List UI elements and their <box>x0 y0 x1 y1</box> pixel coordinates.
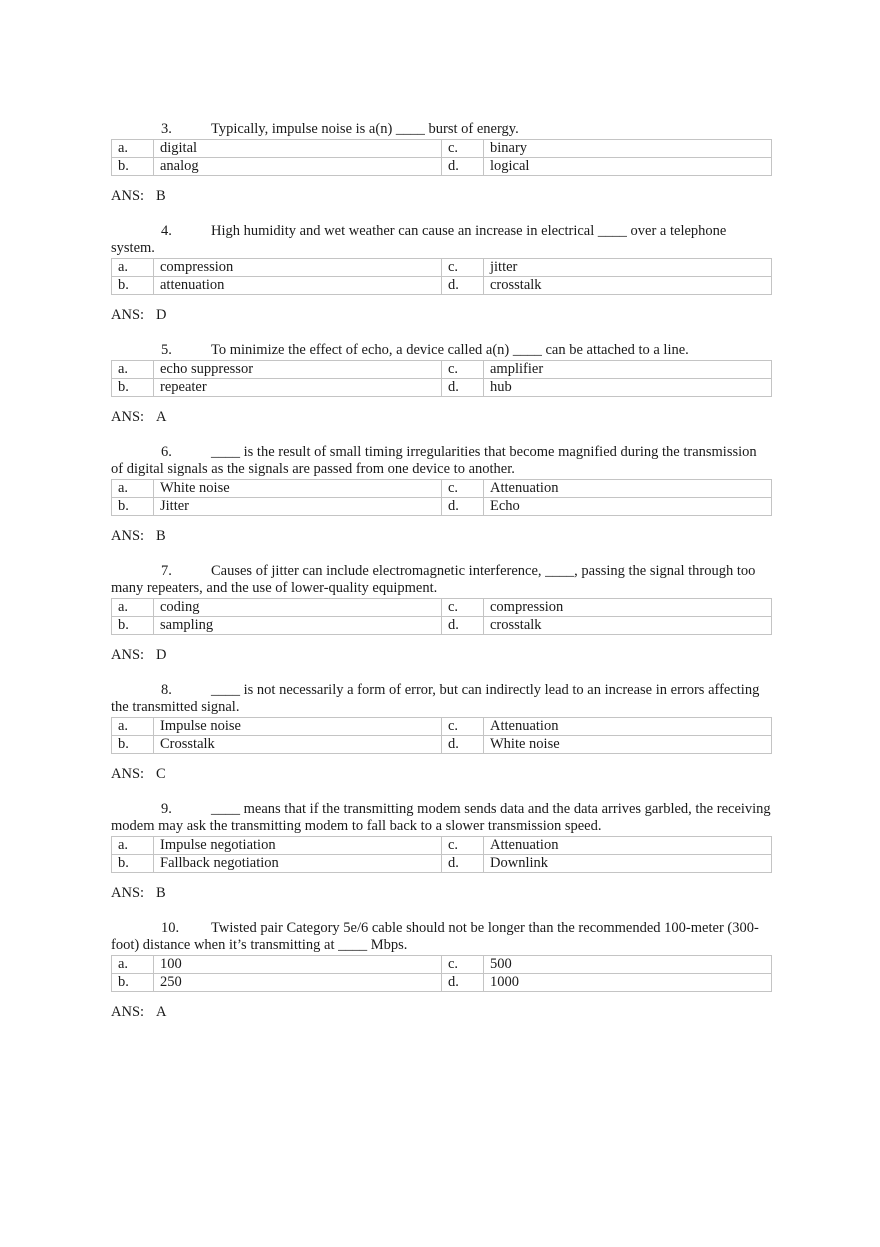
question-number: 3. <box>161 121 172 137</box>
option-letter: c. <box>442 480 484 498</box>
option-letter: d. <box>442 617 484 635</box>
question-text: Causes of jitter can include electromagnetic interference, ____, passing the signal through too many repeaters, and the use of lower-quality equipment. <box>111 563 756 596</box>
option-c: compression <box>484 599 772 617</box>
question-number: 5. <box>161 342 172 358</box>
question <box>111 563 771 664</box>
option-a: echo suppressor <box>154 361 442 379</box>
answer-value: B <box>156 528 166 544</box>
question <box>111 121 771 205</box>
option-letter: c. <box>442 956 484 974</box>
answer-line <box>111 307 771 324</box>
option-letter: a. <box>112 361 154 379</box>
options-table <box>111 717 772 754</box>
question-text: ____ is not necessarily a form of error, but can indirectly lead to an increase in errors affecting the transmitted signal. <box>111 682 760 715</box>
question-number: 10. <box>161 920 180 936</box>
answer-line <box>111 528 771 545</box>
question-number: 7. <box>161 563 172 579</box>
option-letter: b. <box>112 736 154 754</box>
option-c: jitter <box>484 259 772 277</box>
question <box>111 682 771 783</box>
question-text: High humidity and wet weather can cause an increase in electrical ____ over a telephone system. <box>111 223 727 256</box>
question-stem <box>111 444 771 478</box>
answer-line <box>111 1004 771 1021</box>
option-letter: d. <box>442 277 484 295</box>
answer-label: ANS: <box>111 885 145 901</box>
option-d: hub <box>484 379 772 397</box>
answer-value: C <box>156 766 166 782</box>
option-letter: a. <box>112 599 154 617</box>
option-b: 250 <box>154 974 442 992</box>
option-letter: b. <box>112 277 154 295</box>
option-d: crosstalk <box>484 277 772 295</box>
answer-value: D <box>156 307 167 323</box>
option-letter: a. <box>112 956 154 974</box>
option-a: Impulse noise <box>154 718 442 736</box>
option-d: crosstalk <box>484 617 772 635</box>
question-list <box>111 121 771 1030</box>
answer-label: ANS: <box>111 528 145 544</box>
options-table <box>111 836 772 873</box>
option-letter: d. <box>442 855 484 873</box>
options-table <box>111 360 772 397</box>
question-number: 9. <box>161 801 172 817</box>
question <box>111 223 771 324</box>
answer-value: D <box>156 647 167 663</box>
option-b: analog <box>154 158 442 176</box>
option-c: binary <box>484 140 772 158</box>
option-letter: c. <box>442 599 484 617</box>
question-number: 6. <box>161 444 172 460</box>
question <box>111 801 771 902</box>
option-letter: a. <box>112 480 154 498</box>
answer-line <box>111 188 771 205</box>
option-letter: b. <box>112 855 154 873</box>
option-d: Echo <box>484 498 772 516</box>
option-c: Attenuation <box>484 718 772 736</box>
question-stem <box>111 342 771 359</box>
option-b: Jitter <box>154 498 442 516</box>
question-stem <box>111 121 771 138</box>
answer-line <box>111 409 771 426</box>
options-table <box>111 598 772 635</box>
options-table <box>111 139 772 176</box>
option-c: Attenuation <box>484 480 772 498</box>
option-letter: d. <box>442 974 484 992</box>
answer-line <box>111 766 771 783</box>
option-b: attenuation <box>154 277 442 295</box>
option-b: sampling <box>154 617 442 635</box>
option-a: Impulse negotiation <box>154 837 442 855</box>
option-letter: b. <box>112 974 154 992</box>
question <box>111 444 771 545</box>
question-text: ____ is the result of small timing irregularities that become magnified during the transmission of digital signals as the signals are passed from one device to another. <box>111 444 757 477</box>
question <box>111 920 771 1021</box>
answer-label: ANS: <box>111 1004 145 1020</box>
option-c: amplifier <box>484 361 772 379</box>
answer-label: ANS: <box>111 188 145 204</box>
question-stem <box>111 920 771 954</box>
answer-value: A <box>156 409 167 425</box>
question-number: 4. <box>161 223 172 239</box>
option-letter: b. <box>112 379 154 397</box>
option-a: compression <box>154 259 442 277</box>
option-letter: b. <box>112 617 154 635</box>
option-c: Attenuation <box>484 837 772 855</box>
options-table <box>111 258 772 295</box>
option-letter: c. <box>442 837 484 855</box>
answer-label: ANS: <box>111 307 145 323</box>
option-a: digital <box>154 140 442 158</box>
option-letter: d. <box>442 379 484 397</box>
option-letter: a. <box>112 140 154 158</box>
answer-label: ANS: <box>111 766 145 782</box>
question-stem <box>111 682 771 716</box>
question-text: To minimize the effect of echo, a device called a(n) ____ can be attached to a line. <box>211 342 689 358</box>
option-d: logical <box>484 158 772 176</box>
option-d: Downlink <box>484 855 772 873</box>
option-letter: a. <box>112 259 154 277</box>
option-letter: a. <box>112 718 154 736</box>
question-stem <box>111 223 771 257</box>
option-b: Crosstalk <box>154 736 442 754</box>
answer-label: ANS: <box>111 409 145 425</box>
options-table <box>111 955 772 992</box>
answer-value: A <box>156 1004 167 1020</box>
answer-value: B <box>156 188 166 204</box>
option-d: 1000 <box>484 974 772 992</box>
option-letter: c. <box>442 140 484 158</box>
question-number: 8. <box>161 682 172 698</box>
question-stem <box>111 563 771 597</box>
option-a: 100 <box>154 956 442 974</box>
question-text: Typically, impulse noise is a(n) ____ burst of energy. <box>211 121 519 137</box>
question-text: ____ means that if the transmitting modem sends data and the data arrives garbled, the receiving modem may ask the transmitting modem to fall back to a slower transmission speed. <box>111 801 771 834</box>
option-d: White noise <box>484 736 772 754</box>
answer-value: B <box>156 885 166 901</box>
options-table <box>111 479 772 516</box>
option-letter: d. <box>442 158 484 176</box>
answer-line <box>111 885 771 902</box>
option-a: White noise <box>154 480 442 498</box>
option-letter: b. <box>112 158 154 176</box>
option-a: coding <box>154 599 442 617</box>
option-letter: c. <box>442 259 484 277</box>
option-c: 500 <box>484 956 772 974</box>
option-letter: c. <box>442 361 484 379</box>
option-letter: a. <box>112 837 154 855</box>
option-letter: c. <box>442 718 484 736</box>
option-b: Fallback negotiation <box>154 855 442 873</box>
option-letter: d. <box>442 736 484 754</box>
option-letter: d. <box>442 498 484 516</box>
question-text: Twisted pair Category 5e/6 cable should not be longer than the recommended 100-meter (300-foot) distance when it’s transmitting at ____ Mbps. <box>111 920 759 953</box>
option-b: repeater <box>154 379 442 397</box>
question <box>111 342 771 426</box>
question-stem <box>111 801 771 835</box>
option-letter: b. <box>112 498 154 516</box>
answer-line <box>111 647 771 664</box>
answer-label: ANS: <box>111 647 145 663</box>
